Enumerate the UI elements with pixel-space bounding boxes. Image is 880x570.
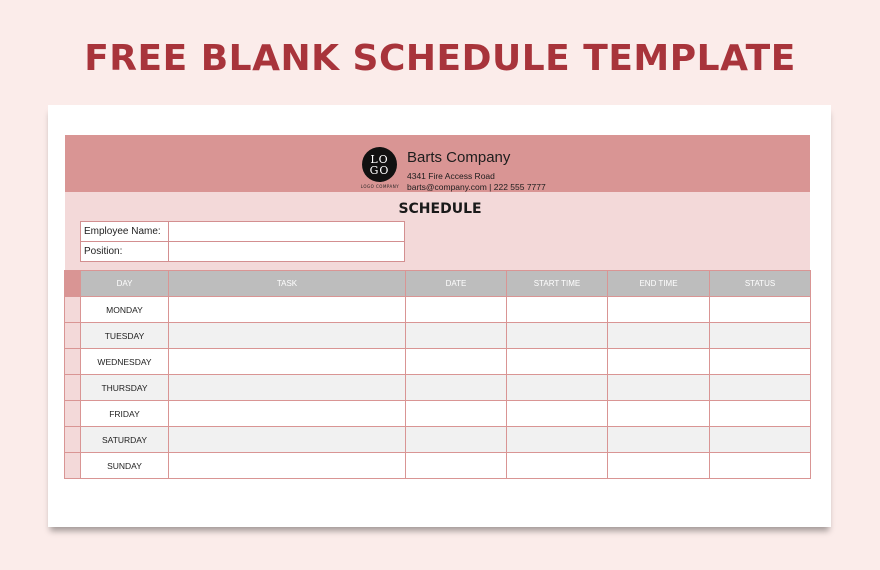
employee-name-label: Employee Name: [81,222,169,242]
date-cell[interactable] [406,349,507,375]
company-name: Barts Company [407,149,511,166]
company-logo [362,147,397,182]
row-gutter [65,375,81,401]
employee-name-row [81,222,405,242]
company-address: 4341 Fire Access Road [407,171,495,181]
row-gutter [65,401,81,427]
start-time-cell[interactable] [507,453,608,479]
logo-text-bottom: GO [369,163,390,177]
status-cell[interactable] [710,453,811,479]
page-title: FREE BLANK SCHEDULE TEMPLATE [84,38,796,79]
start-time-cell[interactable] [507,401,608,427]
table-row [65,297,811,323]
header-end-time: END TIME [608,271,710,297]
header-date: DATE [406,271,507,297]
row-gutter [65,323,81,349]
table-row [65,427,811,453]
table-row [65,375,811,401]
table-row [65,401,811,427]
header-day: DAY [81,271,169,297]
end-time-cell[interactable] [608,323,710,349]
status-cell[interactable] [710,349,811,375]
table-row [65,453,811,479]
end-time-cell[interactable] [608,427,710,453]
row-gutter [65,349,81,375]
row-gutter [65,427,81,453]
position-row [81,242,405,262]
task-cell[interactable] [169,427,406,453]
status-cell[interactable] [710,401,811,427]
header-start-time: START TIME [507,271,608,297]
start-time-cell[interactable] [507,375,608,401]
end-time-cell[interactable] [608,453,710,479]
task-cell[interactable] [169,375,406,401]
position-field[interactable] [169,242,405,262]
date-cell[interactable] [406,323,507,349]
start-time-cell[interactable] [507,427,608,453]
header-task: TASK [169,271,406,297]
header-gutter [65,271,81,297]
row-gutter [65,297,81,323]
date-cell[interactable] [406,297,507,323]
task-cell[interactable] [169,297,406,323]
schedule-table [64,270,811,479]
position-label: Position: [81,242,169,262]
start-time-cell[interactable] [507,323,608,349]
task-cell[interactable] [169,453,406,479]
schedule-title: SCHEDULE [398,201,482,217]
end-time-cell[interactable] [608,297,710,323]
task-cell[interactable] [169,323,406,349]
table-row [65,323,811,349]
employee-info-table [80,221,405,262]
end-time-cell[interactable] [608,375,710,401]
table-header-row [65,271,811,297]
status-cell[interactable] [710,323,811,349]
day-cell: SATURDAY [81,427,169,453]
end-time-cell[interactable] [608,349,710,375]
start-time-cell[interactable] [507,297,608,323]
date-cell[interactable] [406,453,507,479]
task-cell[interactable] [169,401,406,427]
day-cell: THURSDAY [81,375,169,401]
employee-name-field[interactable] [169,222,405,242]
status-cell[interactable] [710,375,811,401]
header-status: STATUS [710,271,811,297]
day-cell: MONDAY [81,297,169,323]
start-time-cell[interactable] [507,349,608,375]
task-cell[interactable] [169,349,406,375]
date-cell[interactable] [406,401,507,427]
date-cell[interactable] [406,427,507,453]
status-cell[interactable] [710,427,811,453]
day-cell: FRIDAY [81,401,169,427]
day-cell: TUESDAY [81,323,169,349]
day-cell: WEDNESDAY [81,349,169,375]
date-cell[interactable] [406,375,507,401]
row-gutter [65,453,81,479]
logo-subtext: LOGO COMPANY [360,184,400,189]
logo-text-top: LO [370,152,389,166]
table-row [65,349,811,375]
end-time-cell[interactable] [608,401,710,427]
day-cell: SUNDAY [81,453,169,479]
status-cell[interactable] [710,297,811,323]
company-contact: barts@company.com | 222 555 7777 [407,182,546,192]
